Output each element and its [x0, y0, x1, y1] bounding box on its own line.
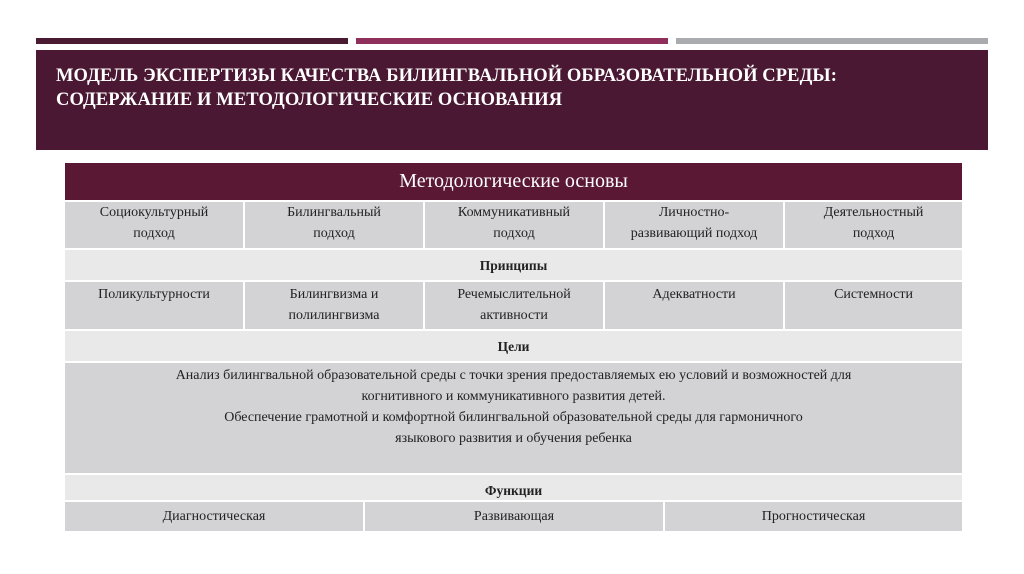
approach-cell: Коммуникативный подход: [424, 201, 604, 249]
methodology-table: [63, 161, 964, 507]
approach-cell: Социокультурный подход: [64, 201, 244, 249]
title-banner: [36, 50, 988, 150]
functions-table: [63, 500, 964, 533]
function-cell: Диагностическая: [64, 501, 364, 532]
goals-label: Цели: [64, 330, 963, 362]
principle-cell: Речемыслительной активности: [424, 281, 604, 330]
table-header: Методологические основы: [64, 162, 963, 201]
principle-cell: Поликультурности: [64, 281, 244, 330]
function-cell: Прогностическая: [664, 501, 963, 532]
principles-label: Принципы: [64, 249, 963, 281]
approach-cell: Билингвальный подход: [244, 201, 424, 249]
functions-label: Функции: [64, 474, 963, 506]
slide-title-line-2: СОДЕРЖАНИЕ И МЕТОДОЛОГИЧЕСКИЕ ОСНОВАНИЯ: [56, 90, 563, 110]
principle-cell: Билингвизма и полилингвизма: [244, 281, 424, 330]
approach-cell: Личностно- развивающий подход: [604, 201, 784, 249]
goals-cell: Анализ билингвальной образовательной среды с точки зрения предоставляемых ею условий и возможностей для когнитивного и коммуникативного развития детей. Обеспечение грамотной и комфортной билингвальной образовательной среды для гармоничного языкового развития и обучения ребенка: [64, 362, 963, 474]
principle-cell: Системности: [784, 281, 963, 330]
accent-bar-3: [676, 38, 988, 44]
function-cell: Развивающая: [364, 501, 664, 532]
accent-bar-1: [36, 38, 348, 44]
accent-bar-2: [356, 38, 668, 44]
slide-title-line-1: МОДЕЛЬ ЭКСПЕРТИЗЫ КАЧЕСТВА БИЛИНГВАЛЬНОЙ ОБРАЗОВАТЕЛЬНОЙ СРЕДЫ:: [56, 66, 837, 86]
principle-cell: Адекватности: [604, 281, 784, 330]
approach-cell: Деятельностный подход: [784, 201, 963, 249]
